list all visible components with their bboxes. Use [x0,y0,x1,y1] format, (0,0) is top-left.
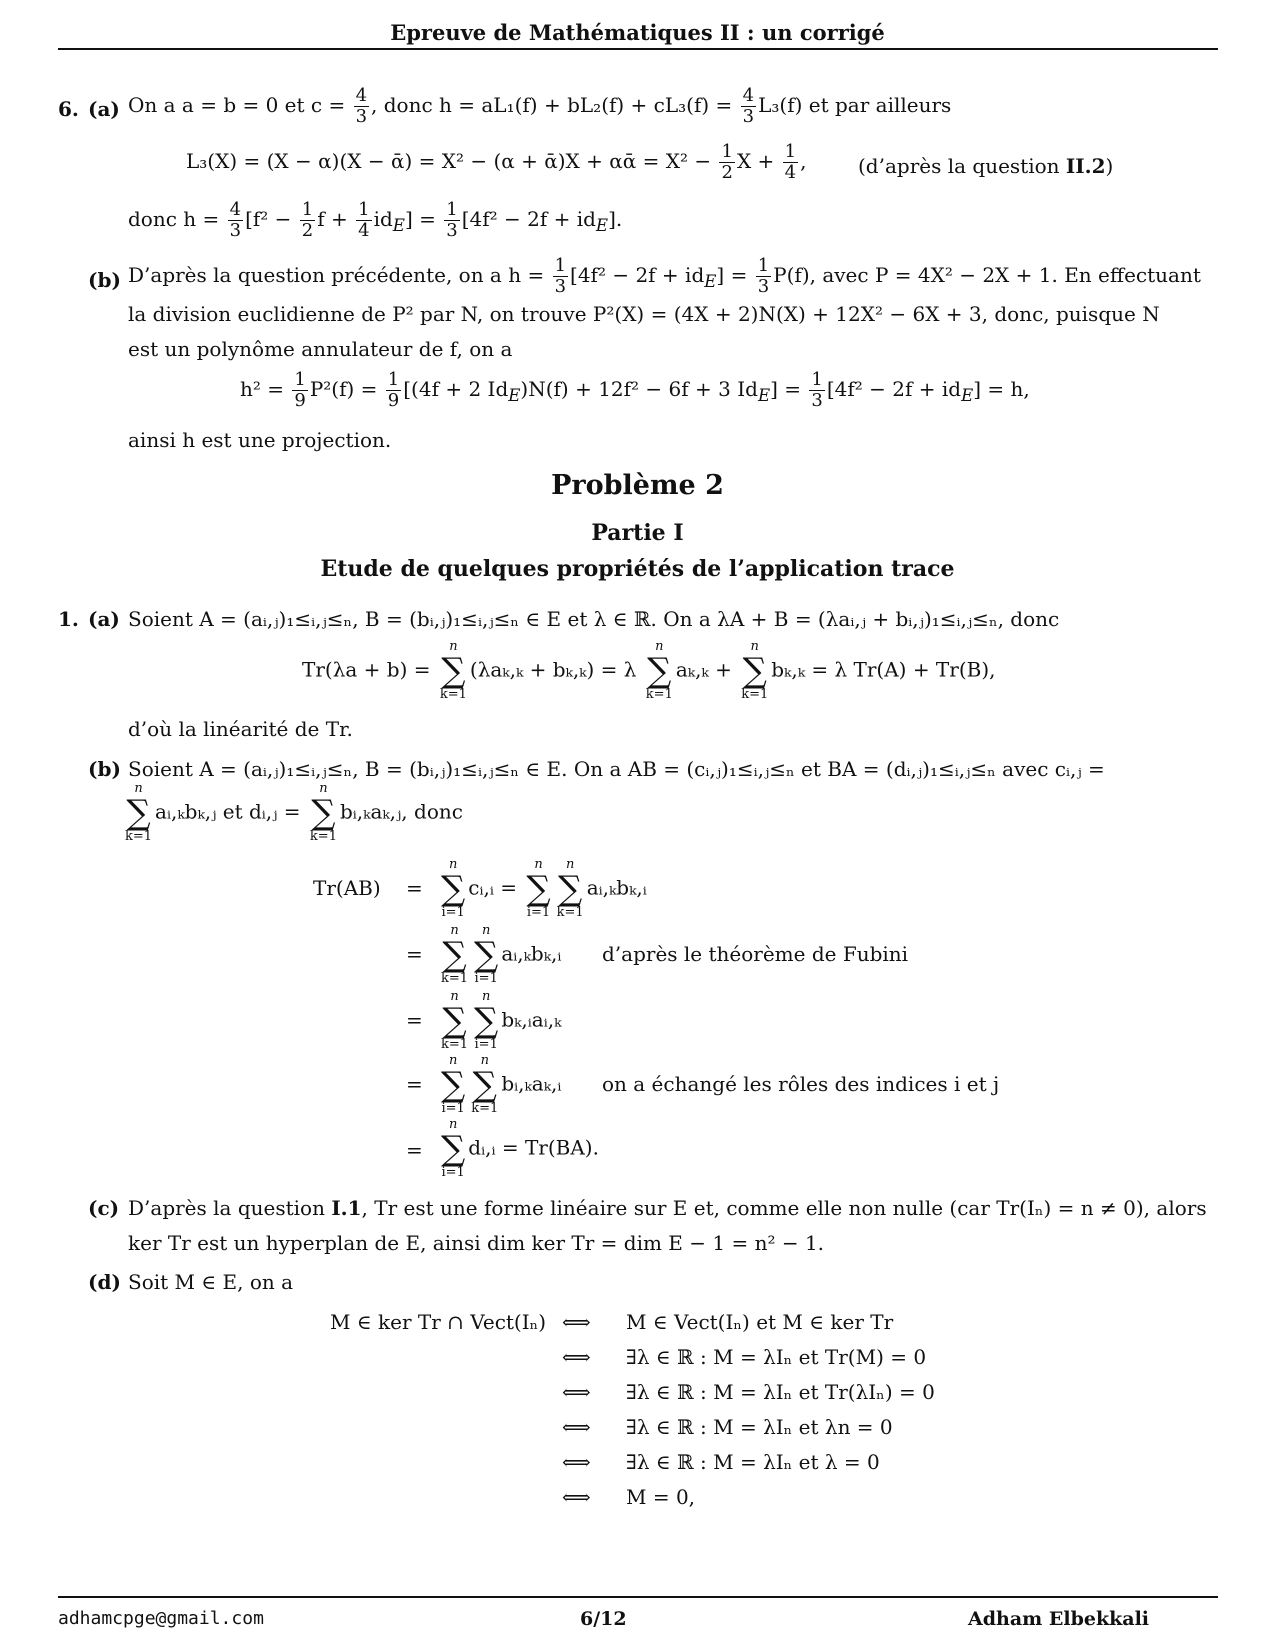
q1d-lhs: M ∈ ker Tr ∩ Vect(Iₙ) [330,1310,547,1334]
fraction: $\frac{4}{3}$ [229,199,242,241]
iff-sign: ⟺ [562,1415,591,1439]
fraction: $\frac{1}{3}$ [811,369,823,411]
fraction: $\frac{1}{4}$ [784,141,797,183]
footer-author: Adham Elbekkali [968,1608,1150,1630]
footer-rule [58,1596,1218,1598]
sum-symbol: n ∑ k=1 [441,989,469,1052]
eq-sign: = [406,942,423,966]
iff-sign: ⟺ [562,1345,591,1369]
fraction: $\frac{1}{3}$ [446,199,458,241]
q1d-row: M = 0, [626,1485,696,1509]
header-rule [58,48,1218,50]
iff-sign: ⟺ [562,1380,591,1404]
fraction: $\frac{1}{9}$ [387,369,400,411]
q1b-row5: n ∑ i=1 dᵢ,ᵢ = Tr(BA). [441,1117,599,1180]
fraction: $\frac{1}{2}$ [721,141,733,183]
sum-symbol: n ∑ k=1 [471,1053,499,1116]
q6a-line1: On a a = b = 0 et c = $\frac{4}{3}$ , donc h = aL₁(f) + bL₂(f) + cL₃(f) = $\frac{4}{3}$ L₃(f) et par ailleurs [128,85,952,127]
q1b-line1: Soient A = (aᵢ,ⱼ)₁≤ᵢ,ⱼ≤ₙ, B = (bᵢ,ⱼ)₁≤ᵢ,ⱼ≤ₙ ∈ E. On a AB = (cᵢ,ⱼ)₁≤ᵢ,ⱼ≤ₙ et BA = (dᵢ,ⱼ)₁≤ᵢ,ⱼ≤ₙ avec cᵢ,ⱼ = [128,757,1105,781]
q1b-label: (b) [88,757,121,781]
q1b-lhs: Tr(AB) [313,876,381,900]
q1d-row: ∃λ ∈ ℝ : M = λIₙ et Tr(λIₙ) = 0 [626,1380,935,1404]
q1b-row1: n ∑ i=1 cᵢ,ᵢ = n ∑ i=1 n ∑ k=1 aᵢ,ₖbₖ,ᵢ [441,857,647,920]
sum-symbol: n ∑ i=1 [526,857,551,920]
q1a-line1: Soient A = (aᵢ,ⱼ)₁≤ᵢ,ⱼ≤ₙ, B = (bᵢ,ⱼ)₁≤ᵢ,ⱼ≤ₙ ∈ E et λ ∈ ℝ. On a λA + B = (λaᵢ,ⱼ + bᵢ,ⱼ)₁≤ᵢ,ⱼ≤ₙ, donc [128,607,1060,631]
q6b-conclusion: ainsi h est une projection. [128,428,392,452]
q1b-row2: n ∑ k=1 n ∑ i=1 aᵢ,ₖbₖ,ᵢ [441,923,562,986]
sum-symbol: n ∑ k=1 [439,639,467,702]
sum-symbol: n ∑ i=1 [441,1117,466,1180]
q1b-line2: n ∑ k=1 aᵢ,ₖbₖ,ⱼ et dᵢ,ⱼ = n ∑ k=1 bᵢ,ₖaₖ,ⱼ, donc [125,781,463,844]
sum-symbol: n ∑ k=1 [741,639,769,702]
footer-email: adhamcpge@gmail.com [58,1608,264,1629]
q1b-row4: n ∑ i=1 n ∑ k=1 bᵢ,ₖaₖ,ᵢ [441,1053,562,1116]
fubini-note: d’après le théorème de Fubini [602,942,909,966]
eq-sign: = [406,1072,423,1096]
q6b-line3: est un polynôme annulateur de f, on a [128,337,513,361]
q1d-line1: Soit M ∈ E, on a [128,1270,294,1294]
part-subtitle: Etude de quelques propriétés de l’application trace [320,556,955,582]
q1c-line1: D’après la question I.1, Tr est une forme linéaire sur E et, comme elle non nulle (car Tr(Iₙ) = n ≠ 0), alors [128,1196,1207,1220]
q6b-line2: la division euclidienne de P² par N, on trouve P²(X) = (4X + 2)N(X) + 12X² − 6X + 3, donc, puisque N [128,302,1160,326]
q1b-row3: n ∑ k=1 n ∑ i=1 bₖ,ᵢaᵢ,ₖ [441,989,562,1052]
fraction: $\frac{4}{3}$ [355,85,368,127]
iff-sign: ⟺ [562,1310,591,1334]
fraction: $\frac{1}{4}$ [358,199,370,241]
q1c-label: (c) [88,1196,120,1220]
iff-sign: ⟺ [562,1450,591,1474]
q6b-line1: D’après la question précédente, on a h = $\frac{1}{3}$ $[4f^2 - 2f + id_E]$ = $\frac{1}{3}$ P(f), avec P = 4X² − 2X + 1. En effectuant [128,255,1201,297]
q6b-equation: h² = $\frac{1}{9}$ P²(f) = $\frac{1}{9}$ [(4f + 2 $Id_E)N(f) + 12f^2 - 6f + 3$ $Id_E$] = $\frac{1}{3}$ $[4f^2 - 2f + id_E] = h$, [240,369,1030,411]
eq-sign: = [406,876,423,900]
q6a-reference: (d’après la question II.2) [858,154,1114,178]
q6b-label: (b) [88,268,121,292]
q6a-conclusion: donc h = $\frac{4}{3}$ [f² − $\frac{1}{2}$ f + $\frac{1}{4}$ $id_E$] = $\frac{1}{3}$ $[4f^2 - 2f + id_E]$. [128,199,623,241]
sum-symbol: n ∑ k=1 [309,781,337,844]
eq-sign: = [406,1008,423,1032]
sum-symbol: n ∑ k=1 [645,639,673,702]
sum-symbol: n ∑ k=1 [441,923,469,986]
sum-symbol: n ∑ i=1 [474,989,499,1052]
q1d-row: ∃λ ∈ ℝ : M = λIₙ et Tr(M) = 0 [626,1345,927,1369]
q6-number: 6. [58,97,79,121]
fraction: $\frac{1}{3}$ [554,255,567,297]
q1-number: 1. [58,607,79,631]
q1a-equation: Tr(λa + b) = n ∑ k=1 (λaₖ,ₖ + bₖ,ₖ) = λ n ∑ k=1 aₖ,ₖ + n ∑ k=1 bₖ,ₖ = λ Tr(A) + Tr(B), [302,639,996,702]
footer-page-number: 6/12 [580,1608,627,1630]
part-title: Partie I [591,520,684,546]
sum-symbol: n ∑ i=1 [441,857,466,920]
fraction: $\frac{4}{3}$ [742,85,755,127]
sum-symbol: n ∑ k=1 [556,857,584,920]
eq-sign: = [406,1138,423,1162]
index-swap-note: on a échangé les rôles des indices i et j [602,1072,1000,1096]
fraction: $\frac{1}{9}$ [294,369,306,411]
q1d-row: M ∈ Vect(Iₙ) et M ∈ ker Tr [626,1310,894,1334]
q1d-row: ∃λ ∈ ℝ : M = λIₙ et λ = 0 [626,1450,880,1474]
q1a-conclusion: d’où la linéarité de Tr. [128,717,353,741]
iff-sign: ⟺ [562,1485,591,1509]
fraction: $\frac{1}{2}$ [301,199,314,241]
q1d-row: ∃λ ∈ ℝ : M = λIₙ et λn = 0 [626,1415,893,1439]
sum-symbol: n ∑ i=1 [441,1053,466,1116]
q1c-line2: ker Tr est un hyperplan de E, ainsi dim ker Tr = dim E − 1 = n² − 1. [128,1231,825,1255]
problem-title: Problème 2 [551,470,724,501]
sum-symbol: n ∑ k=1 [125,781,153,844]
sum-symbol: n ∑ i=1 [474,923,499,986]
fraction: $\frac{1}{3}$ [757,255,770,297]
q1d-label: (d) [88,1270,121,1294]
page-header-title: Epreuve de Mathématiques II : un corrigé [390,20,885,45]
q6a-equation: L₃(X) = (X − α)(X − ᾱ) = X² − (α + ᾱ)X + αᾱ = X² − $\frac{1}{2}$ X + $\frac{1}{4}$ , [186,141,807,183]
q6a-label: (a) [88,97,120,121]
q1a-label: (a) [88,607,120,631]
